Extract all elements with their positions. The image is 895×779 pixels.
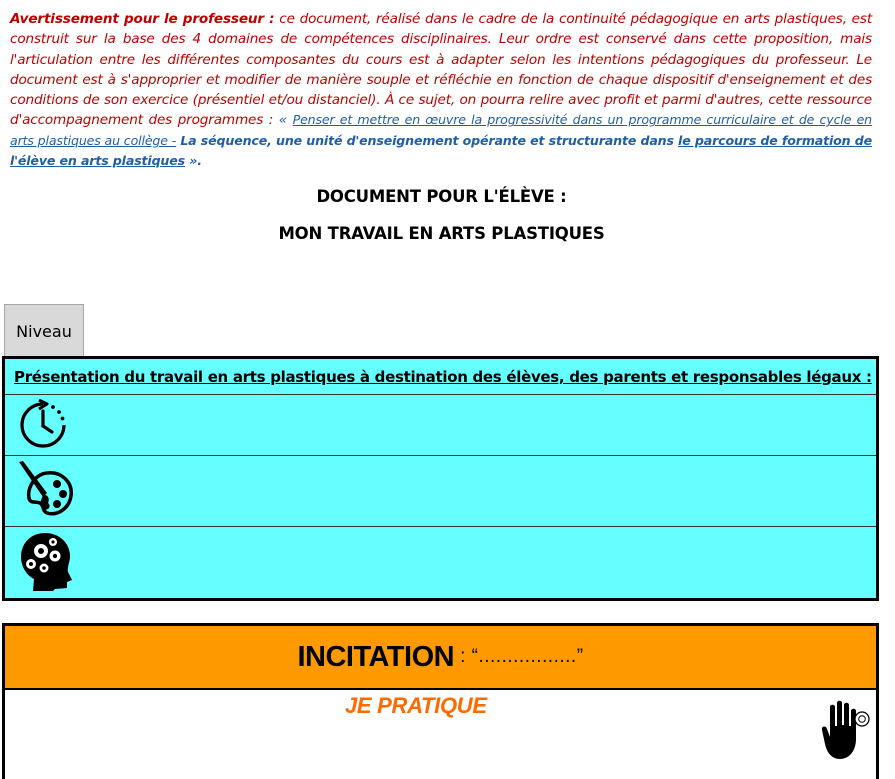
incitation-block xyxy=(2,623,879,779)
quote-close: ». xyxy=(189,153,202,169)
head-gears-icon xyxy=(17,531,73,596)
presentation-row-time[interactable] xyxy=(5,395,876,456)
resource-sequence-text: La séquence, une unité d'enseignement opérante et structurante dans xyxy=(180,132,674,148)
presentation-row-practice[interactable] xyxy=(5,456,876,527)
document-subtitle: MON TRAVAIL EN ARTS PLASTIQUES xyxy=(278,224,605,243)
teacher-warning xyxy=(10,9,872,171)
incitation-bar xyxy=(5,626,876,690)
document-title: DOCUMENT POUR L'ÉLÈVE : xyxy=(316,187,567,206)
hand-icon xyxy=(821,699,873,766)
palette-brush-icon xyxy=(17,460,75,525)
presentation-row-skills[interactable] xyxy=(5,527,876,598)
incitation-label: INCITATION xyxy=(297,640,455,673)
warning-body: ce document, réalisé dans le cadre de la continuité pédagogique en arts plastiques, est construit sur la base des 4 domaines de compétences disciplinaires. Leur ordre est conservé dans cette proposition, mais l'articulation entre les différentes composantes du cours est à adapter selon les intentions pédagogiques du professeur. Le document est à s'approprier et modifier de manière souple et réfléchie en fonction de chaque dispositif d'enseignement et des conditions de son exercice (présentiel et/ou distanciel). À ce sujet, on pourra relire avec profit et parmi d'autres, cette ressource d'accompagnement des programmes : xyxy=(10,11,873,129)
quote-open: « xyxy=(278,112,288,129)
warning-lead: Avertissement pour le professeur : xyxy=(10,11,275,27)
resource-link[interactable]: Penser et mettre en œuvre la progressivité dans un programme curriculaire et de cycle en arts plastiques au collège - xyxy=(10,112,873,148)
presentation-header: Présentation du travail en arts plastiques à destination des élèves, des parents et responsables légaux : xyxy=(5,359,876,395)
niveau-label: Niveau xyxy=(4,304,84,358)
clock-icon xyxy=(17,399,69,456)
presentation-table xyxy=(2,356,879,601)
je-pratique-heading: JE PRATIQUE xyxy=(345,693,487,718)
resource-parcours-link[interactable]: le parcours de formation de l'élève en arts plastiques xyxy=(10,132,872,169)
incitation-value[interactable]: : “.................” xyxy=(460,646,584,667)
